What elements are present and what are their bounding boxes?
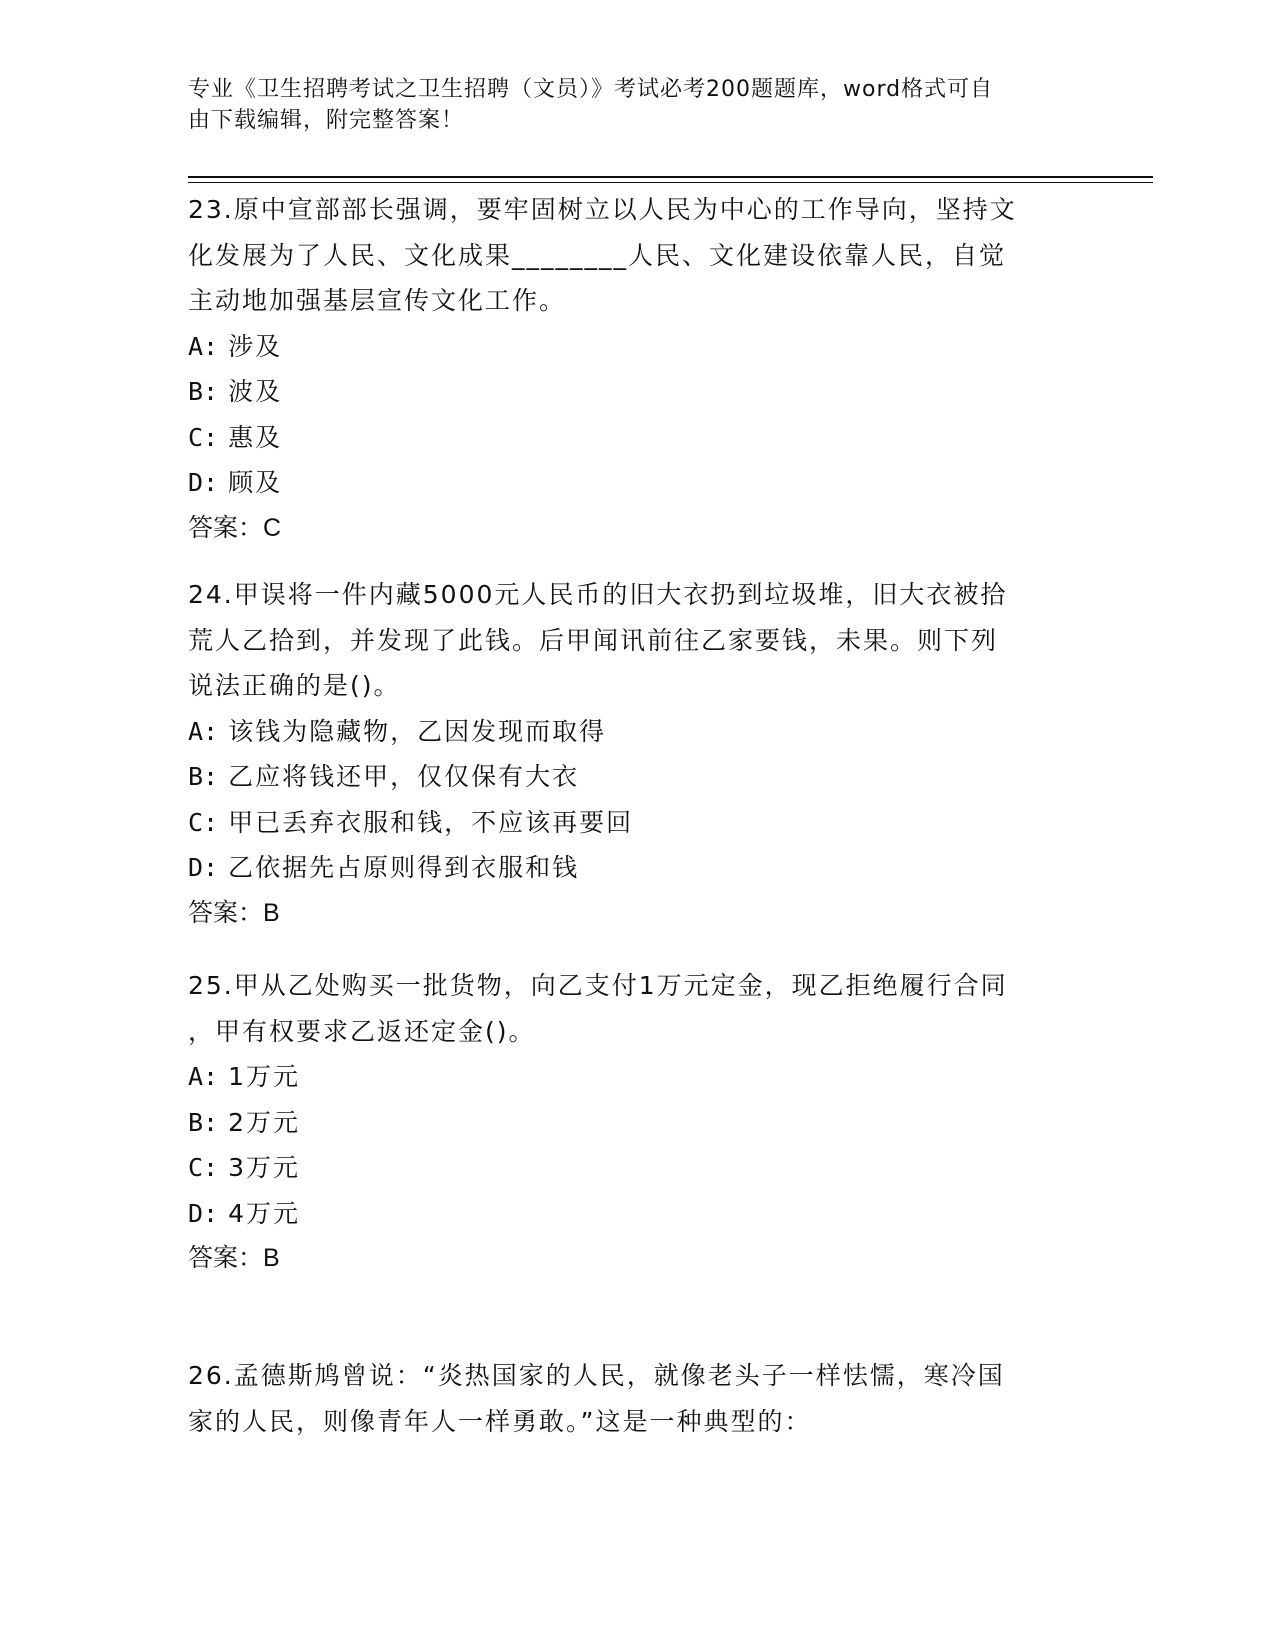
- option-d: [188, 845, 1078, 891]
- header-divider-thin: [188, 182, 1153, 183]
- option-text: 甲已丢弃衣服和钱，不应该再要回: [228, 807, 634, 837]
- option-a: [188, 709, 1078, 755]
- option-letter: C:: [188, 422, 219, 452]
- header-line-1: 专业《卫生招聘考试之卫生招聘（文员）》考试必考200题题库，word格式可自: [188, 77, 994, 102]
- question-stem-line: 说法正确的是()。: [188, 671, 401, 700]
- question-stem-line: 家的人民，则像青年人一样勇敢。”这是一种典型的：: [188, 1406, 812, 1436]
- question-stem-line: 荒人乙拾到，并发现了此钱。后甲闻讯前往乙家要钱，未果。则下列: [188, 625, 999, 655]
- option-d: [188, 1191, 1078, 1237]
- question-stem-line: 化发展为了人民、文化成果________人民、文化建设依靠人民，自觉: [188, 240, 1007, 270]
- option-a: [188, 1054, 1078, 1100]
- option-b: [188, 754, 1078, 800]
- option-text: 波及: [228, 377, 283, 406]
- option-letter: B:: [188, 377, 219, 406]
- answer-line: 答案：B: [188, 898, 280, 927]
- question-24: [188, 572, 1078, 936]
- question-26: [188, 1353, 1078, 1444]
- option-letter: B:: [188, 762, 219, 791]
- option-text: 2万元: [228, 1107, 300, 1137]
- option-text: 4万元: [228, 1198, 300, 1228]
- option-text: 乙依据先占原则得到衣服和钱: [228, 853, 580, 882]
- document-header: [188, 74, 1068, 136]
- option-text: 涉及: [228, 331, 283, 361]
- option-letter: C:: [188, 1153, 219, 1182]
- option-d: [188, 460, 1078, 506]
- option-letter: C:: [188, 807, 219, 837]
- option-c: [188, 1145, 1078, 1191]
- option-letter: B:: [188, 1107, 219, 1137]
- question-stem-line: ，甲有权要求乙返还定金()。: [188, 1016, 536, 1046]
- question-stem-line: 24.甲误将一件内藏5000元人民币的旧大衣扔到垃圾堆，旧大衣被拾: [188, 580, 1008, 609]
- option-letter: D:: [188, 1198, 219, 1228]
- option-text: 惠及: [228, 422, 283, 452]
- header-divider-thick: [188, 176, 1153, 178]
- header-line-2: 由下载编辑，附完整答案！: [188, 108, 465, 133]
- question-stem-line: 26.孟德斯鸠曾说：“炎热国家的人民，就像老头子一样怯懦，寒冷国: [188, 1361, 1005, 1390]
- option-text: 乙应将钱还甲，仅仅保有大衣: [228, 762, 580, 791]
- option-text: 该钱为隐藏物，乙因发现而取得: [228, 716, 607, 746]
- option-b: [188, 1100, 1078, 1146]
- answer-line: 答案：B: [188, 1244, 280, 1272]
- question-stem-line: 25.甲从乙处购买一批货物，向乙支付1万元定金，现乙拒绝履行合同: [188, 971, 1008, 1000]
- option-c: [188, 800, 1078, 846]
- option-text: 顾及: [228, 468, 283, 497]
- question-stem-line: 23.原中宣部部长强调，要牢固树立以人民为中心的工作导向，坚持文: [188, 195, 1017, 224]
- option-letter: A:: [188, 716, 219, 746]
- option-letter: D:: [188, 468, 219, 497]
- option-letter: A:: [188, 331, 219, 361]
- question-25: [188, 963, 1078, 1282]
- option-b: [188, 369, 1078, 415]
- question-23: [188, 187, 1078, 551]
- option-a: [188, 324, 1078, 370]
- question-stem-line: 主动地加强基层宣传文化工作。: [188, 286, 567, 315]
- option-letter: A:: [188, 1062, 219, 1091]
- option-text: 1万元: [228, 1062, 300, 1091]
- option-c: [188, 415, 1078, 461]
- answer-line: 答案：C: [188, 513, 282, 542]
- option-letter: D:: [188, 853, 219, 882]
- option-text: 3万元: [228, 1153, 300, 1182]
